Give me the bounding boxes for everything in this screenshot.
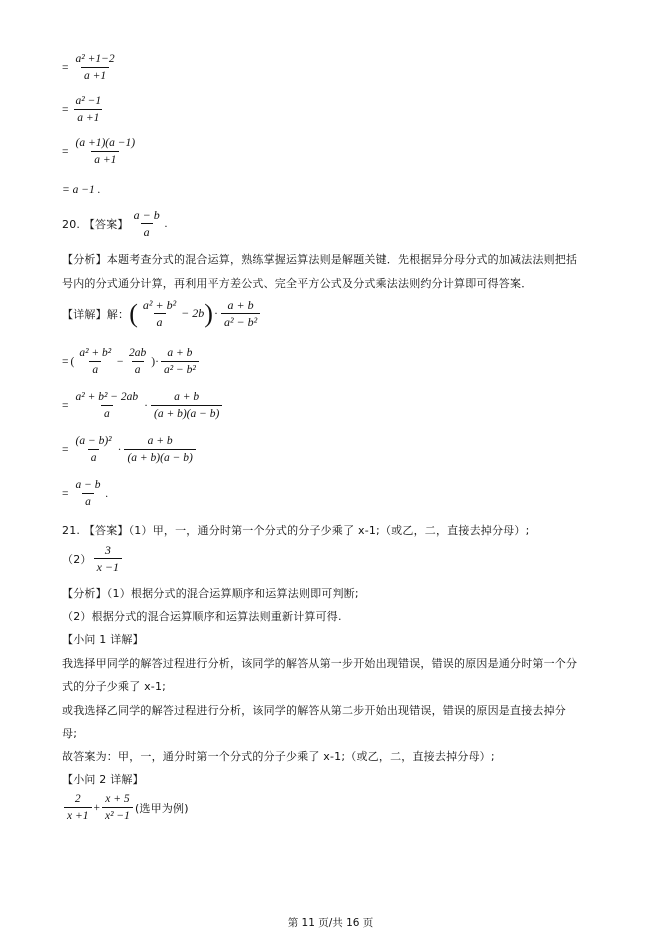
equation-line-1: = $\frac{\text{a² +1−2}}{a +1}$ [62,52,120,83]
fraction: $\frac{(a +1)(a -1)}{a +1}$ [75,137,136,166]
fraction: $\frac{\text{a² + b²}}{a}$ [79,347,112,376]
q21-answer-part-2: （2） $\frac{3}{x -1}$ [62,543,124,574]
q20-answer: 20. 【答案】 $\frac{a - b}{a}$ . [62,208,168,239]
fraction: $\frac{\text{a² +1−2}}{a +1}$ [75,53,115,82]
detail-20-line-1: 【详解】解： ( $\frac{\text{a² + b²}}{a}$ − 2b ) · $\frac{a + b}{\text{a² − b²}}$ [62,298,262,329]
sub-question-1-title: 【小问 1 详解】 [62,633,144,646]
fraction: $\frac{x + 5}{\text{x² −1}}$ [102,792,133,823]
fraction: $\frac{\text{a² + b²}}{a}$ [142,298,177,329]
sub1-paragraph-line-1: 我选择甲同学的解答过程进行分析，该同学的解答从第一步开始出现错误，错误的原因是通分时第一个分 [62,657,578,670]
detail-20-line-3: = $\frac{\text{a² + b² − 2ab}}{a}$ · $\frac{a + b}{(a + b)(a - b)}$ [62,390,224,421]
analysis-20-line-2: 号内的分式通分计算，再利用平方差公式、完全平方公式及分式乘法法则约分计算即可得答案． [62,277,533,290]
sub1-paragraph-line-5: 故答案为：甲，一，通分时第一个分式的分子少乘了 x-1;（或乙，二，直接去掉分母）; [62,750,495,763]
analysis-21-line-1: 【分析】（1）根据分式的混合运算顺序和运算法则即可判断; [62,587,359,600]
detail-20-line-4: = $\frac{\text{(a − b)²}}{a}$ · $\frac{a + b}{(a + b)(a - b)}$ [62,434,198,465]
fraction: $\frac{\text{a² −1}}{a +1}$ [75,95,102,124]
sub1-paragraph-line-2: 式的分子少乘了 x-1; [62,680,167,693]
fraction: $\frac{a - b}{a}$ [133,208,160,239]
analysis-21-line-2: （2）根据分式的混合运算顺序和运算法则重新计算可得. [62,610,342,623]
fraction: $\frac{2}{x +1}$ [64,792,92,823]
equation-line-4: = a −1 . [62,184,101,196]
fraction: $\frac{\text{a² + b² − 2ab}}{a}$ [75,391,139,420]
detail-20-line-2: = ( $\frac{\text{a² + b²}}{a}$ − $\frac{2ab}{a}$ )· $\frac{a + b}{\text{a² − b²}}$ [62,346,201,377]
fraction: $\frac{3}{x -1}$ [94,543,122,574]
sub-question-2-title: 【小问 2 详解】 [62,773,144,786]
detail-20-line-5: = $\frac{a - b}{a}$ . [62,479,109,508]
fraction: $\frac{a - b}{a}$ [75,479,101,508]
q21-answer: 21. 【答案】（1）甲，一，通分时第一个分式的分子少乘了 x-1;（或乙，二，直接去掉分母）; [62,524,530,537]
sub2-expression: $\frac{2}{x +1}$ + $\frac{x + 5}{\text{x² −1}}$ (选甲为例) [62,792,189,823]
fraction: $\frac{\text{(a − b)²}}{a}$ [75,435,112,464]
analysis-20-line-1: 【分析】本题考查分式的混合运算，熟练掌握运算法则是解题关键．先根据异分母分式的加减法法则把括 [62,253,578,266]
fraction: $\frac{a + b}{(a + b)(a - b)}$ [124,434,195,465]
fraction: $\frac{a + b}{\text{a² − b²}}$ [221,298,260,329]
page-footer: 第 11 页/共 16 页 [287,917,374,929]
sub1-paragraph-line-4: 母; [62,727,78,740]
equation-line-3: = $\frac{(a +1)(a -1)}{a +1}$ [62,136,140,167]
sub1-paragraph-line-3: 或我选择乙同学的解答过程进行分析，该同学的解答从第二步开始出现错误，错误的原因是直接去掉分 [62,704,566,717]
equation-line-2: = $\frac{\text{a² −1}}{a +1}$ [62,94,106,125]
fraction: $\frac{a + b}{(a + b)(a - b)}$ [151,390,222,421]
fraction: $\frac{2ab}{a}$ [129,347,147,376]
fraction: $\frac{a + b}{\text{a² − b²}}$ [161,346,199,377]
